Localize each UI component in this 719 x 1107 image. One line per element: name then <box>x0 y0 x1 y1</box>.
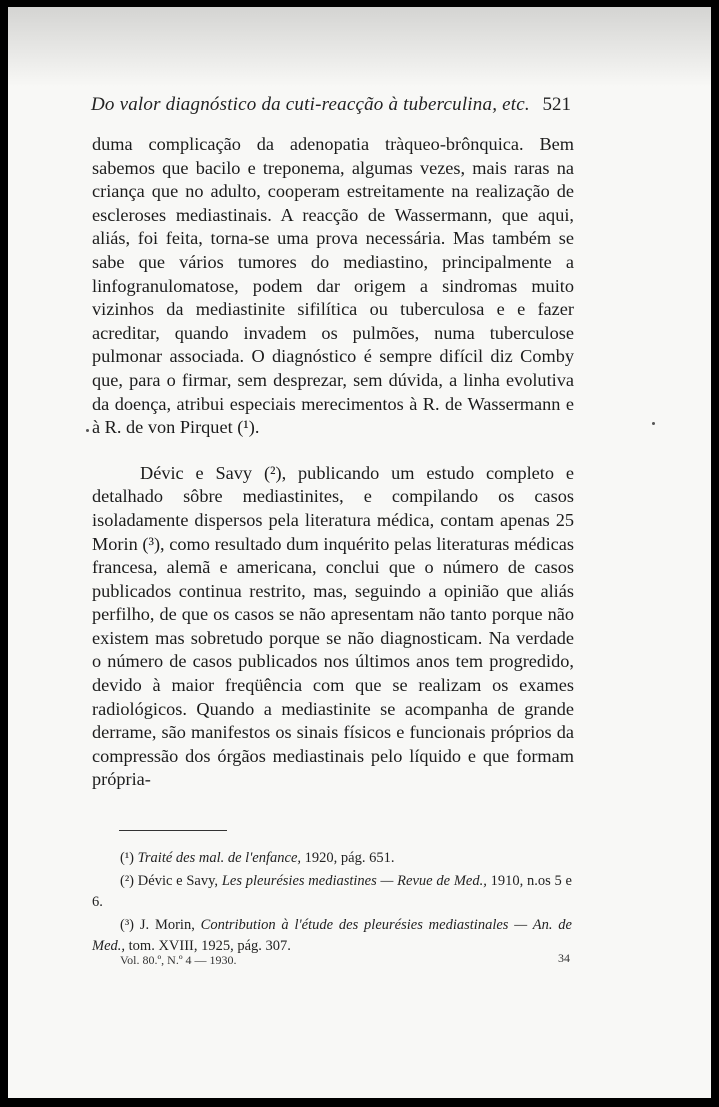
scan-speck <box>652 422 655 425</box>
footnote-3 <box>92 915 572 958</box>
signature-mark: 34 <box>558 951 570 965</box>
footnote-author: J. Morin, <box>134 916 201 933</box>
paragraph-2: Dévic e Savy (²), publicando um estudo completo e detalhado sôbre mediastinites, e compilando os casos isoladamente dispersos pela literatura médica, contam apenas 25 Morin (³), como resultado dum inquérito pelas literaturas médicas francesa, alemã e americana, conclui que o número de casos publicados continua restrito, mas, seguindo a opinião que aliás perfilho, de que os casos se não apresentam não tanto porque não existem mas sobretudo porque se não diagnosticam. Na verdade o número de casos publicados nos últimos anos tem progredido, devido à maior freqüência com que se realizam os exames radiológicos. Quando a mediastinite se acompanha de grande derrame, são manifestos os sinais físicos e funcionais próprios da compressão dos órgãos mediastinais pelo líquido e que formam própria- <box>92 462 574 790</box>
footnote-marker: (²) <box>120 872 135 889</box>
scan-shading <box>8 7 711 87</box>
footnote-1 <box>92 848 572 870</box>
footnote-title: Contribution à l'étude des pleurésies mediastinales — An. de Med., <box>92 916 572 954</box>
footnote-details: 1910, n.os 5 e 6. <box>92 872 572 910</box>
footnote-author: Dévic e Savy, <box>134 872 222 889</box>
footnote-marker: (³) <box>120 916 135 933</box>
running-title: Do valor diagnóstico da cuti-reacção à tuberculina, etc. <box>91 94 530 115</box>
footnote-marker: (¹) <box>120 850 135 866</box>
page-number: 521 <box>542 94 571 115</box>
scan-speck <box>86 429 89 432</box>
paragraph-1: duma complicação da adenopatia tràqueo-brônquica. Bem sabemos que bacilo e treponema, algumas vezes, mais raras na criança que no adulto, cooperam estreitamente na realização de escleroses mediastinais. A reacção de Wassermann, que aqui, aliás, foi feita, torna-se uma prova necessária. Mas também se sabe que vários tumores do mediastino, principalmente a linfogranulomatose, podem dar origem a sindromas muito vizinhos da mediastinite sifilítica ou tuberculosa e e fazer acreditar, quando invadem os pulmões, numa tuberculose pulmonar associada. O diagnóstico é sempre difícil diz Comby que, para o firmar, sem desprezar, sem dúvida, a linha evolutiva da doença, atribui especiais merecimentos à R. de Wassermann e à R. de von Pirquet (¹). <box>92 134 574 438</box>
footnote-details: 1920, pág. 651. <box>301 850 395 866</box>
footnote-title: Les pleurésies mediastines — Revue de Med., <box>221 872 487 889</box>
footnote-2 <box>92 871 572 914</box>
footnote-details: tom. XVIII, 1925, pág. 307. <box>125 938 291 954</box>
footnote-title: Traité des mal. de l'enfance, <box>137 850 302 866</box>
footnotes <box>92 848 572 959</box>
signature-line <box>120 953 570 968</box>
book-page <box>8 7 711 1098</box>
footnote-rule <box>119 830 227 831</box>
running-header <box>91 94 571 116</box>
body-text <box>92 133 574 792</box>
volume-info: Vol. 80.º, N.º 4 — 1930. <box>120 953 237 967</box>
